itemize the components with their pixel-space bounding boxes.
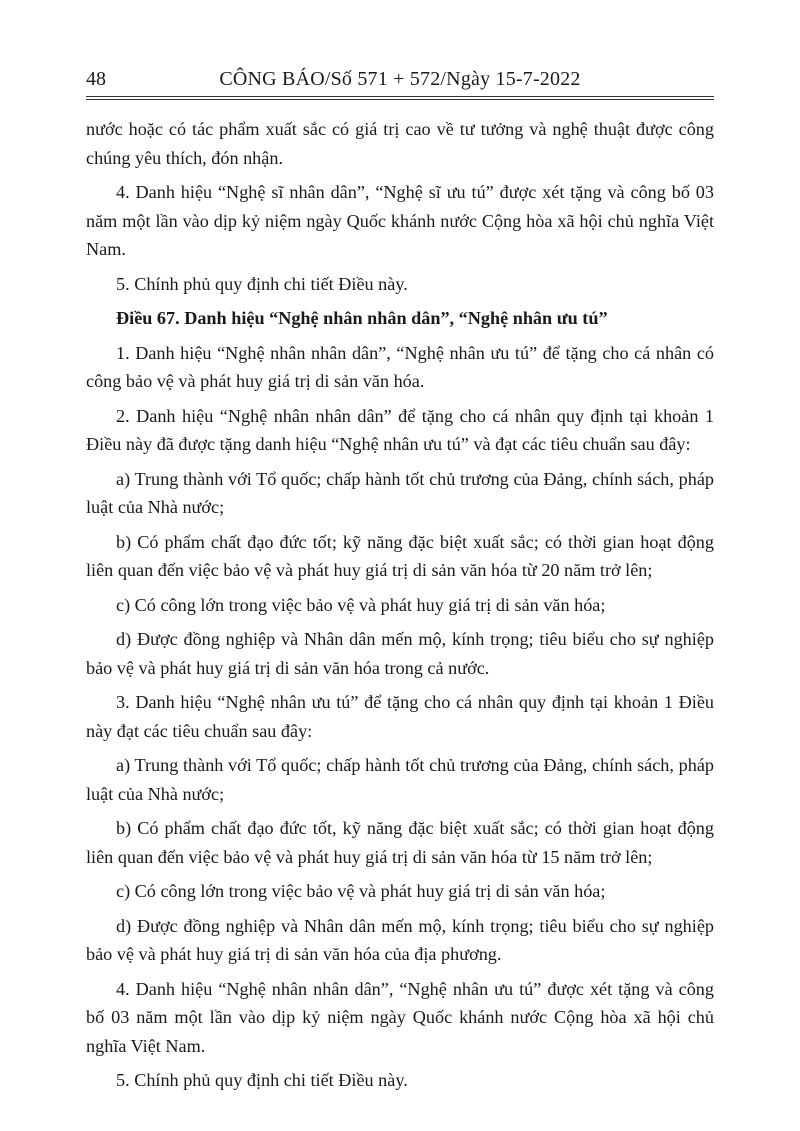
paragraph-clause-5-artists: 5. Chính phủ quy định chi tiết Điều này. (116, 273, 408, 294)
article-67-heading: Điều 67. Danh hiệu “Nghệ nhân nhân dân”, “Nghệ nhân ưu tú” (116, 308, 608, 328)
paragraph-clause-4: 4. Danh hiệu “Nghệ nhân nhân dân”, “Nghệ nhân ưu tú” được xét tặng và công bố 03 năm một lần vào dịp kỷ niệm ngày Quốc khánh nước Cộng hòa xã hội chủ nghĩa Việt Nam. (86, 978, 714, 1056)
header-rule-top (86, 96, 714, 97)
paragraph-clause-1: 1. Danh hiệu “Nghệ nhân nhân dân”, “Nghệ nhân ưu tú” để tặng cho cá nhân có công bảo vệ và phát huy giá trị di sản văn hóa. (86, 342, 714, 391)
paragraph-clause-3c: c) Có công lớn trong việc bảo vệ và phát huy giá trị di sản văn hóa; (116, 881, 606, 901)
paragraph-clause-3a: a) Trung thành với Tổ quốc; chấp hành tốt chủ trương của Đảng, chính sách, pháp luật của Nhà nước; (86, 755, 714, 804)
page-header (86, 66, 714, 94)
header-rule-bottom (86, 99, 714, 100)
paragraph-clause-2: 2. Danh hiệu “Nghệ nhân nhân dân” để tặng cho cá nhân quy định tại khoản 1 Điều này đã được tặng danh hiệu “Nghệ nhân ưu tú” và đạt các tiêu chuẩn sau đây: (86, 405, 714, 454)
paragraph-clause-2d: d) Được đồng nghiệp và Nhân dân mến mộ, kính trọng; tiêu biểu cho sự nghiệp bảo vệ và phát huy giá trị di sản văn hóa trong cả nước. (86, 629, 714, 678)
paragraph-clause-2b: b) Có phẩm chất đạo đức tốt; kỹ năng đặc biệt xuất sắc; có thời gian hoạt động liên quan đến việc bảo vệ và phát huy giá trị di sản văn hóa từ 20 năm trở lên; (86, 531, 714, 580)
paragraph-continuation: nước hoặc có tác phẩm xuất sắc có giá trị cao về tư tưởng và nghệ thuật được công chúng yêu thích, đón nhận. (86, 119, 714, 168)
paragraph-clause-3b: b) Có phẩm chất đạo đức tốt, kỹ năng đặc biệt xuất sắc; có thời gian hoạt động liên quan đến việc bảo vệ và phát huy giá trị di sản văn hóa từ 15 năm trở lên; (86, 818, 714, 867)
paragraph-clause-3d: d) Được đồng nghiệp và Nhân dân mến mộ, kính trọng; tiêu biểu cho sự nghiệp bảo vệ và phát huy giá trị di sản văn hóa của địa phương. (86, 915, 714, 964)
page-number: 48 (86, 68, 106, 90)
paragraph-clause-4-artists: 4. Danh hiệu “Nghệ sĩ nhân dân”, “Nghệ sĩ ưu tú” được xét tặng và công bố 03 năm một lần vào dịp kỷ niệm ngày Quốc khánh nước Cộng hòa xã hội chủ nghĩa Việt Nam. (86, 182, 714, 259)
gazette-header-title: CÔNG BÁO/Số 571 + 572/Ngày 15-7-2022 (219, 68, 581, 90)
paragraph-clause-2c: c) Có công lớn trong việc bảo vệ và phát huy giá trị di sản văn hóa; (116, 594, 606, 615)
paragraph-clause-3: 3. Danh hiệu “Nghệ nhân ưu tú” để tặng cho cá nhân quy định tại khoản 1 Điều này đạt các tiêu chuẩn sau đây: (86, 692, 714, 741)
document-body (86, 115, 714, 1101)
paragraph-clause-5: 5. Chính phủ quy định chi tiết Điều này. (116, 1070, 408, 1090)
paragraph-clause-2a: a) Trung thành với Tổ quốc; chấp hành tốt chủ trương của Đảng, chính sách, pháp luật của Nhà nước; (86, 468, 714, 517)
